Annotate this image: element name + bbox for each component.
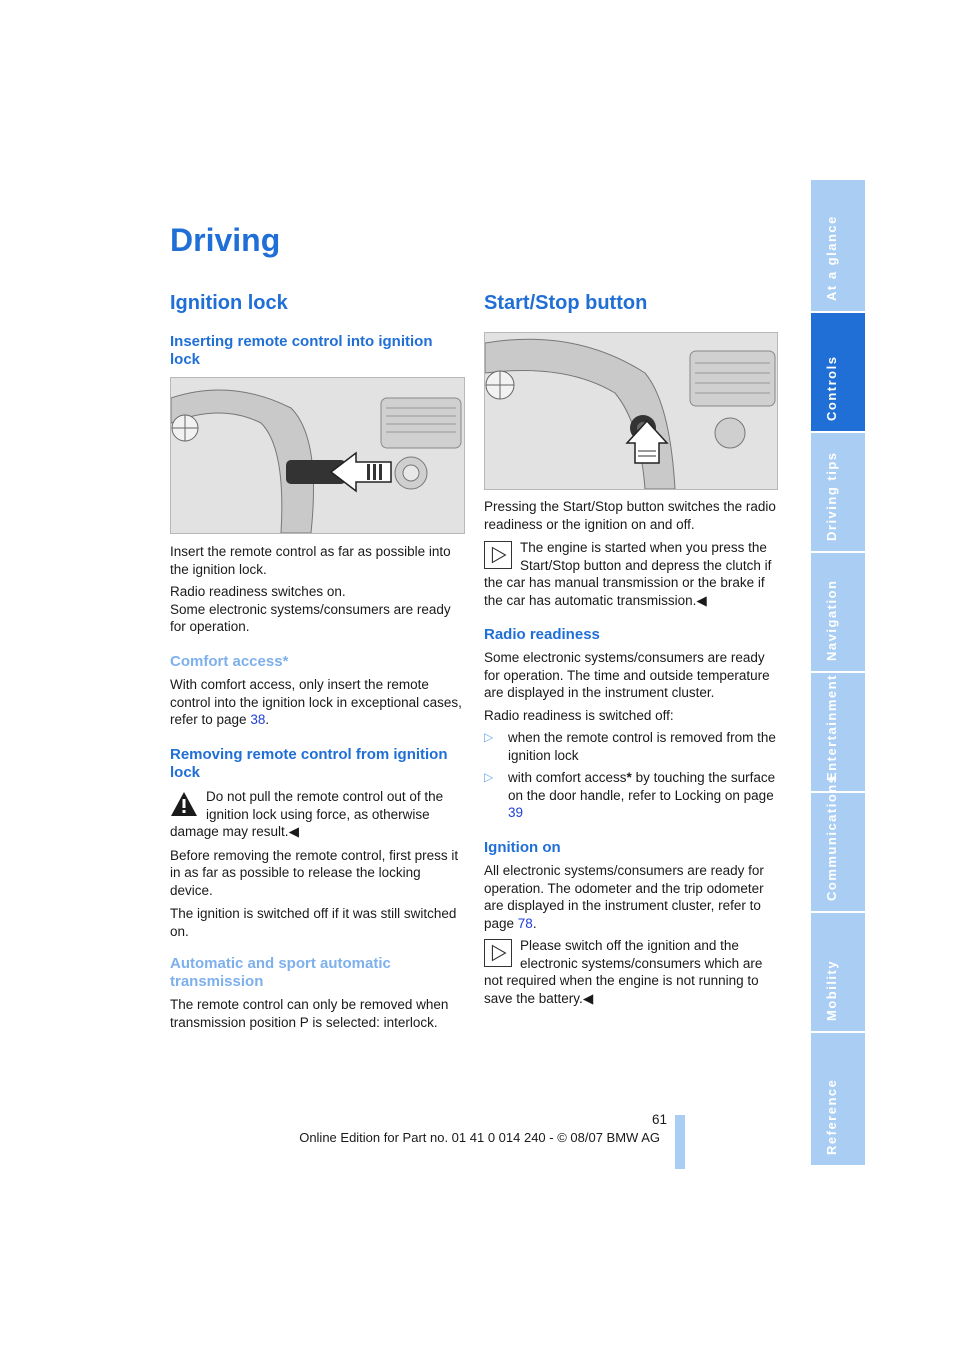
tab-controls[interactable] — [811, 313, 865, 433]
tab-label: Controls — [824, 355, 839, 421]
chapter-tabs — [811, 180, 865, 1167]
start-stop-illustration — [484, 332, 778, 490]
tab-label: Mobility — [824, 959, 839, 1021]
ignition-lock-drawing — [171, 378, 464, 533]
left-column — [170, 292, 462, 315]
note-play-icon — [484, 541, 512, 569]
warning-paragraph — [170, 788, 462, 841]
start-stop-drawing — [485, 333, 777, 489]
ignition-lock-heading: Ignition lock — [170, 292, 288, 314]
right-column — [484, 292, 776, 315]
tab-label: At a glance — [824, 215, 839, 301]
tab-label: Driving tips — [824, 451, 839, 541]
note-paragraph-2 — [484, 937, 776, 1007]
ignition-end: . — [532, 915, 537, 931]
bullet-triangle-icon: ▷ — [484, 770, 494, 784]
start-stop-paragraph: Pressing the Start/Stop button switches the radio readiness or the ignition on and off. — [484, 499, 776, 532]
radio-bullet-2b: by touching the surface on the door handle, refer to Locking on page — [508, 770, 776, 803]
list-item — [484, 729, 776, 764]
ignition-heading: Ignition on — [484, 839, 561, 856]
page-link-38[interactable]: 38 — [250, 712, 266, 727]
insert-paragraph-2b: Some electronic systems/consumers are ready for operation. — [170, 601, 451, 634]
end-mark-icon: ◀ — [288, 824, 299, 839]
radio-paragraph-2: Radio readiness is switched off: — [484, 707, 674, 723]
radio-bullet-1: when the remote control is removed from the ignition lock — [508, 730, 776, 763]
note-text-1: The engine is started when you press the Start/Stop button and depress the clutch if the car has manual transmission or the brake if the car has automatic transmission. — [484, 540, 772, 608]
remove-paragraph-2: The ignition is switched off if it was still switched on. — [170, 906, 457, 939]
comfort-text: With comfort access, only insert the remote control into the ignition lock in exceptional cases, refer to page — [170, 677, 462, 727]
auto-paragraph: The remote control can only be removed when transmission position P is selected: interlock. — [170, 997, 449, 1030]
insert-paragraph-1: Insert the remote control as far as possible into the ignition lock. — [170, 544, 451, 577]
tab-navigation[interactable] — [811, 553, 865, 673]
auto-section — [170, 955, 462, 1031]
tab-label: Navigation — [824, 579, 839, 661]
page-number: 61 — [651, 1112, 667, 1127]
ignition-lock-illustration — [170, 377, 465, 534]
end-mark-icon: ◀ — [582, 990, 594, 1006]
comfort-end: . — [265, 712, 270, 727]
page-title: Driving — [170, 222, 281, 258]
start-stop-heading: Start/Stop button — [484, 292, 648, 314]
page-link-78[interactable]: 78 — [517, 915, 533, 931]
tab-communications[interactable] — [811, 774, 865, 913]
comfort-heading: Comfort access* — [170, 653, 289, 670]
tab-reference[interactable] — [811, 1033, 865, 1167]
list-item — [484, 769, 776, 822]
remove-section — [170, 746, 462, 940]
end-mark-icon: ◀ — [696, 592, 707, 608]
note-play-icon — [484, 939, 512, 967]
remove-paragraph-1: Before removing the remote control, first press it in as far as possible to release the locking device. — [170, 847, 459, 898]
ignition-paragraph — [484, 862, 776, 932]
page-link-39[interactable]: 39 — [508, 805, 524, 820]
tab-driving-tips[interactable] — [811, 433, 865, 553]
insert-heading: Inserting remote control into ignition lock — [170, 333, 433, 368]
tab-label: Reference — [824, 1078, 839, 1155]
note-text-2: Please switch off the ignition and the electronic systems/consumers which are not required when the engine is not running to save the battery. — [484, 938, 763, 1006]
asterisk-icon: * — [626, 770, 632, 785]
note-paragraph-1 — [484, 539, 776, 609]
start-stop-text — [484, 498, 776, 609]
insert-text — [170, 543, 462, 636]
footer-bar — [675, 1115, 685, 1169]
warning-triangle-icon — [170, 790, 198, 818]
tab-mobility[interactable] — [811, 913, 865, 1033]
tab-at-a-glance[interactable] — [811, 180, 865, 313]
tab-label: Entertainment — [824, 674, 839, 781]
radio-paragraph-1: Some electronic systems/consumers are ready for operation. The time and outside temperature are displayed in the instrument cluster. — [484, 650, 770, 700]
insert-section — [170, 333, 462, 369]
remove-heading: Removing remote control from ignition lock — [170, 746, 448, 781]
ignition-text: All electronic systems/consumers are ready for operation. The odometer and the trip odometer are displayed in the instrument cluster, refer to page — [484, 863, 764, 931]
ignition-section — [484, 839, 776, 1007]
insert-paragraph-2a: Radio readiness switches on. — [170, 584, 346, 599]
warning-text: Do not pull the remote control out of the ignition lock using force, as otherwise damage may result. — [170, 789, 444, 839]
comfort-section — [170, 653, 462, 729]
footer-text: Online Edition for Part no. 01 41 0 014 240 - © 08/07 BMW AG — [299, 1130, 660, 1145]
comfort-paragraph — [170, 676, 462, 729]
radio-section — [484, 626, 776, 822]
bullet-triangle-icon: ▷ — [484, 730, 494, 744]
auto-heading: Automatic and sport automatic transmission — [170, 955, 391, 990]
radio-bullet-2a: with comfort access — [508, 770, 627, 785]
tab-label: Communications — [824, 774, 839, 901]
radio-heading: Radio readiness — [484, 626, 600, 643]
